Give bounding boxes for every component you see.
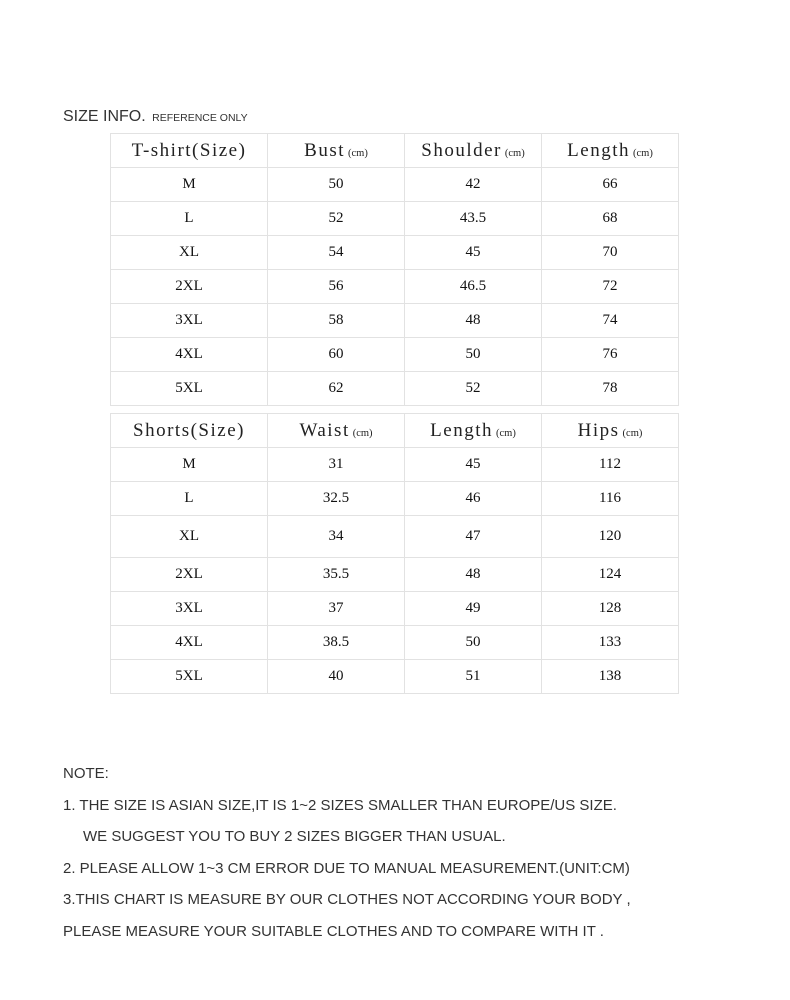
measurement-cell: 48	[405, 558, 542, 592]
shorts-header-cell	[542, 414, 679, 448]
tshirt-header-cell	[268, 134, 405, 168]
measurement-cell: 70	[542, 236, 679, 270]
size-info-title: SIZE INFO.	[63, 108, 146, 125]
tshirt-size-table	[110, 133, 679, 406]
table-row	[111, 516, 679, 558]
measurement-cell: 116	[542, 482, 679, 516]
shorts-header-unit: (cm)	[496, 427, 516, 439]
measurement-cell: 47	[405, 516, 542, 558]
tshirt-header-unit: (cm)	[633, 147, 653, 159]
table-row	[111, 592, 679, 626]
measurement-cell: 56	[268, 270, 405, 304]
measurement-cell: 133	[542, 626, 679, 660]
tshirt-header-unit: (cm)	[348, 147, 368, 159]
size-label-cell: 4XL	[111, 626, 268, 660]
size-label-cell: 5XL	[111, 372, 268, 406]
measurement-cell: 46	[405, 482, 542, 516]
tshirt-header-label: Bust	[304, 139, 346, 161]
size-info-heading	[63, 108, 248, 126]
table-row	[111, 660, 679, 694]
note-line-2: WE SUGGEST YOU TO BUY 2 SIZES BIGGER THAN USUAL.	[83, 828, 506, 846]
size-label-cell: 3XL	[111, 592, 268, 626]
measurement-cell: 120	[542, 516, 679, 558]
tshirt-size-table-body	[111, 134, 679, 406]
measurement-cell: 51	[405, 660, 542, 694]
measurement-cell: 32.5	[268, 482, 405, 516]
size-label-cell: M	[111, 448, 268, 482]
size-label-cell: L	[111, 482, 268, 516]
shorts-header-unit: (cm)	[352, 427, 373, 439]
measurement-cell: 34	[268, 516, 405, 558]
table-row	[111, 236, 679, 270]
shorts-header-row	[111, 414, 679, 448]
table-row	[111, 168, 679, 202]
tshirt-header-cell	[111, 134, 268, 168]
table-row	[111, 270, 679, 304]
notes-section	[63, 763, 631, 953]
note-line-5: PLEASE MEASURE YOUR SUITABLE CLOTHES AND TO COMPARE WITH IT .	[63, 922, 604, 940]
tshirt-header-row	[111, 134, 679, 168]
measurement-cell: 49	[405, 592, 542, 626]
measurement-cell: 31	[268, 448, 405, 482]
tshirt-header-label: Length	[567, 139, 630, 161]
measurement-cell: 62	[268, 372, 405, 406]
tshirt-header-unit: (cm)	[504, 147, 525, 159]
measurement-cell: 46.5	[405, 270, 542, 304]
note-title: NOTE:	[63, 765, 109, 782]
size-label-cell: 2XL	[111, 558, 268, 592]
reference-only-label: REFERENCE ONLY	[152, 112, 248, 124]
tshirt-header-cell	[405, 134, 542, 168]
shorts-header-label: Length	[430, 419, 493, 441]
tshirt-header-cell	[542, 134, 679, 168]
measurement-cell: 52	[405, 372, 542, 406]
measurement-cell: 40	[268, 660, 405, 694]
measurement-cell: 50	[405, 338, 542, 372]
shorts-header-unit: (cm)	[622, 427, 643, 439]
size-label-cell: XL	[111, 236, 268, 270]
size-label-cell: 5XL	[111, 660, 268, 694]
size-label-cell: 4XL	[111, 338, 268, 372]
shorts-header-cell	[405, 414, 542, 448]
table-row	[111, 482, 679, 516]
measurement-cell: 45	[405, 448, 542, 482]
shorts-header-cell	[268, 414, 405, 448]
size-label-cell: XL	[111, 516, 268, 558]
table-row	[111, 448, 679, 482]
size-label-cell: 2XL	[111, 270, 268, 304]
shorts-header-label: Hips	[577, 419, 620, 441]
measurement-cell: 112	[542, 448, 679, 482]
measurement-cell: 74	[542, 304, 679, 338]
tshirt-header-label: Shoulder	[421, 139, 502, 161]
measurement-cell: 35.5	[268, 558, 405, 592]
tshirt-header-label: T-shirt(Size)	[131, 139, 247, 161]
table-row	[111, 338, 679, 372]
size-label-cell: L	[111, 202, 268, 236]
measurement-cell: 128	[542, 592, 679, 626]
measurement-cell: 66	[542, 168, 679, 202]
table-row	[111, 558, 679, 592]
measurement-cell: 50	[405, 626, 542, 660]
measurement-cell: 54	[268, 236, 405, 270]
shorts-header-label: Waist	[299, 419, 350, 441]
shorts-header-cell	[111, 414, 268, 448]
measurement-cell: 43.5	[405, 202, 542, 236]
note-line-1: 1. THE SIZE IS ASIAN SIZE,IT IS 1~2 SIZES SMALLER THAN EUROPE/US SIZE.	[63, 796, 617, 814]
measurement-cell: 38.5	[268, 626, 405, 660]
table-row	[111, 626, 679, 660]
size-label-cell: 3XL	[111, 304, 268, 338]
measurement-cell: 50	[268, 168, 405, 202]
measurement-cell: 37	[268, 592, 405, 626]
measurement-cell: 60	[268, 338, 405, 372]
measurement-cell: 42	[405, 168, 542, 202]
note-line-3: 2. PLEASE ALLOW 1~3 CM ERROR DUE TO MANUAL MEASUREMENT.(UNIT:CM)	[63, 859, 630, 877]
shorts-size-table-body	[111, 414, 679, 694]
measurement-cell: 48	[405, 304, 542, 338]
measurement-cell: 52	[268, 202, 405, 236]
measurement-cell: 76	[542, 338, 679, 372]
shorts-header-label: Shorts(Size)	[133, 419, 245, 441]
measurement-cell: 58	[268, 304, 405, 338]
table-row	[111, 372, 679, 406]
measurement-cell: 124	[542, 558, 679, 592]
table-row	[111, 304, 679, 338]
size-label-cell: M	[111, 168, 268, 202]
measurement-cell: 78	[542, 372, 679, 406]
measurement-cell: 138	[542, 660, 679, 694]
shorts-size-table	[110, 413, 679, 694]
measurement-cell: 72	[542, 270, 679, 304]
note-line-4: 3.THIS CHART IS MEASURE BY OUR CLOTHES NOT ACCORDING YOUR BODY ,	[63, 891, 631, 909]
measurement-cell: 45	[405, 236, 542, 270]
table-row	[111, 202, 679, 236]
measurement-cell: 68	[542, 202, 679, 236]
